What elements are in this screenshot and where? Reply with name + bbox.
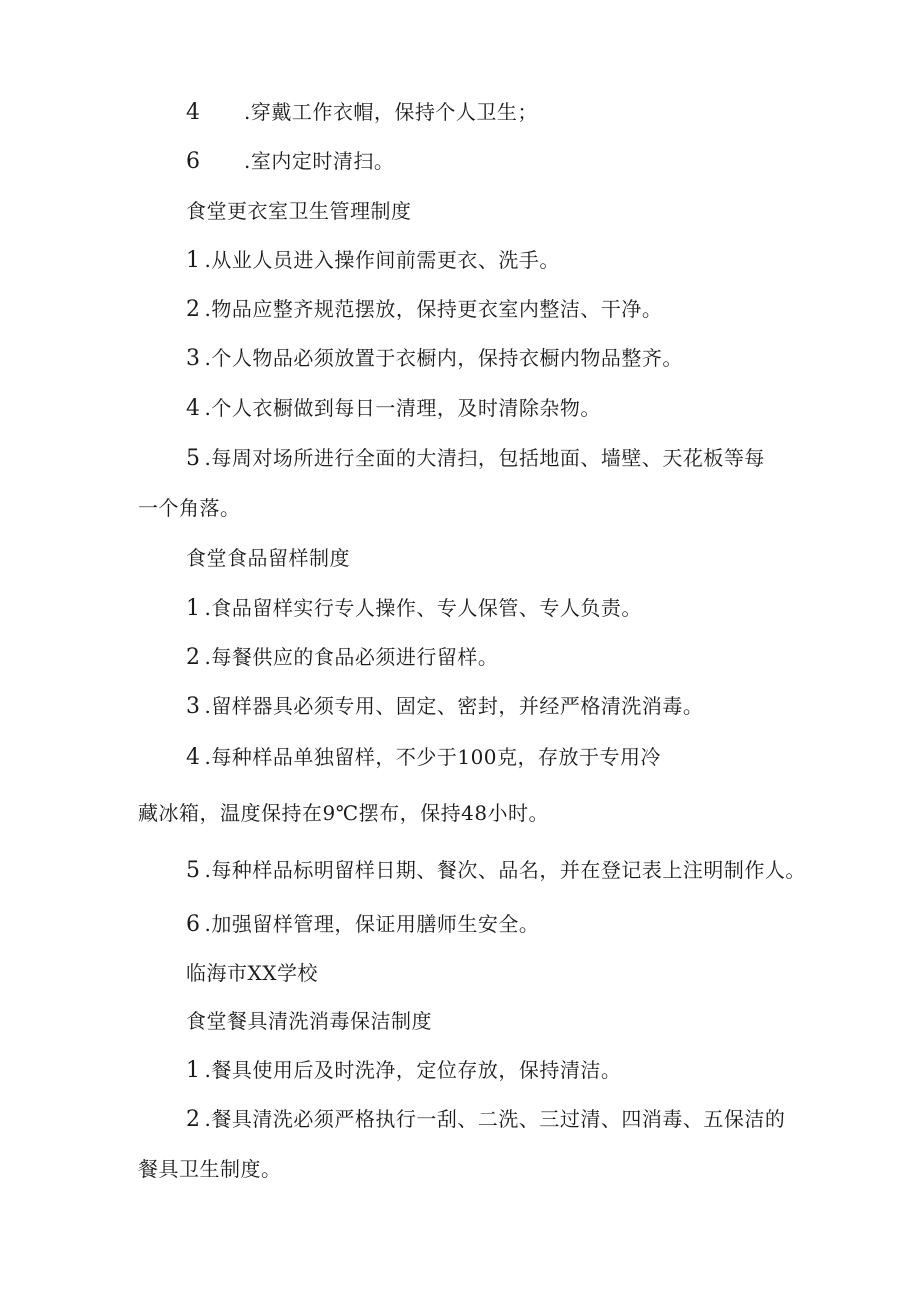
item-text: .食品留样实行专人操作、专人保管、专人负责。 (204, 596, 642, 620)
list-item (186, 98, 538, 127)
list-item (186, 856, 806, 885)
item-text: .每种样品单独留样，不少于100克，存放于专用冷 (204, 745, 662, 769)
item-text: .物品应整齐规范摆放，保持更衣室内整洁、干净。 (204, 297, 663, 321)
item-text: .每种样品标明留样日期、餐次、品名，并在登记表上注明制作人。 (204, 858, 806, 882)
item-text: .加强留样管理，保证用膳师生安全。 (204, 912, 540, 936)
list-item (186, 910, 539, 939)
item-number: 4 (186, 100, 201, 125)
list-item (186, 594, 642, 623)
item-number: 5 (186, 446, 201, 471)
item-number: 3 (186, 346, 201, 371)
item-continuation: 一个角落。 (138, 496, 241, 520)
list-item (186, 743, 661, 772)
item-text: .每周对场所进行全面的大清扫，包括地面、墙壁、天花板等每 (204, 446, 765, 470)
item-number: 2 (186, 645, 201, 670)
section-heading: 食堂食品留样制度 (186, 546, 350, 570)
list-item (186, 692, 703, 721)
list-item (186, 147, 394, 176)
item-number: 3 (186, 694, 201, 719)
item-number: 2 (186, 1107, 201, 1132)
item-text: .餐具使用后及时洗净，定位存放，保持清洁。 (204, 1058, 622, 1082)
list-item (186, 1105, 785, 1134)
item-text: .餐具清洗必须严格执行一刮、二洗、三过清、四消毒、五保洁的 (204, 1107, 786, 1131)
item-continuation: 藏冰箱，温度保持在9℃摆布，保持48小时。 (138, 801, 550, 825)
school-name: 临海市XX学校 (186, 961, 318, 985)
list-item (186, 643, 498, 672)
item-number: 1 (186, 248, 201, 273)
item-number: 6 (186, 149, 201, 174)
section-heading: 食堂餐具清洗消毒保洁制度 (186, 1009, 432, 1033)
item-number: 4 (186, 745, 201, 770)
item-text: .室内定时清扫。 (244, 149, 395, 173)
item-text: .穿戴工作衣帽，保持个人卫生； (244, 100, 538, 124)
item-text: .从业人员进入操作间前需更衣、洗手。 (204, 248, 560, 272)
item-continuation: 餐具卫生制度。 (138, 1157, 282, 1181)
section-heading: 食堂更衣室卫生管理制度 (186, 199, 412, 223)
list-item (186, 444, 765, 473)
item-number: 1 (186, 1058, 201, 1083)
item-number: 4 (186, 396, 201, 421)
item-number: 2 (186, 297, 201, 322)
item-text: .个人物品必须放置于衣橱内，保持衣橱内物品整齐。 (204, 346, 683, 370)
item-text: .留样器具必须专用、固定、密封，并经严格清洗消毒。 (204, 694, 704, 718)
item-number: 5 (186, 858, 201, 883)
list-item (186, 394, 601, 423)
item-number: 1 (186, 596, 201, 621)
list-item (186, 246, 560, 275)
list-item (186, 1056, 621, 1085)
item-text: .个人衣橱做到每日一清理，及时清除杂物。 (204, 396, 601, 420)
item-number: 6 (186, 912, 201, 937)
list-item (186, 344, 683, 373)
list-item (186, 295, 662, 324)
item-text: .每餐供应的食品必须进行留样。 (204, 645, 499, 669)
